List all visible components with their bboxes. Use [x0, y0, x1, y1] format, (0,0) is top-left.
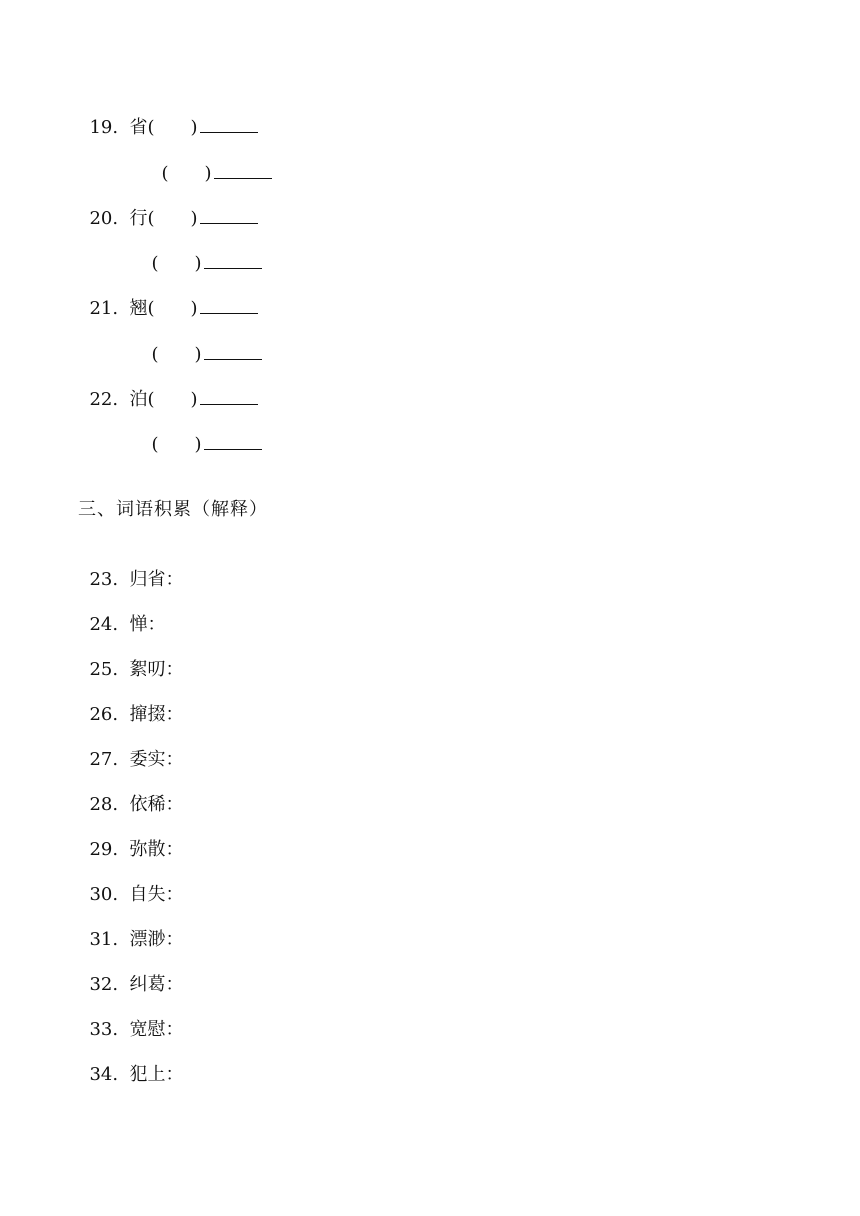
vocab-item	[78, 1039, 184, 1085]
pinyin-paren: ( )	[151, 253, 202, 274]
vocab-item	[78, 679, 184, 725]
pinyin-paren: ( )	[151, 434, 202, 455]
pinyin-paren: ( )	[147, 208, 198, 229]
question-number: 30.	[89, 884, 119, 905]
question-number: 20.	[89, 208, 119, 229]
question-20	[78, 183, 258, 229]
answer-blank[interactable]	[214, 162, 272, 179]
question-number: 28.	[89, 794, 119, 815]
pinyin-paren: ( )	[147, 389, 198, 410]
vocab-term: 絮叨：	[129, 659, 184, 680]
vocab-term: 犯上：	[129, 1064, 184, 1085]
vocab-term: 弥散：	[129, 839, 184, 860]
answer-blank[interactable]	[200, 116, 258, 133]
vocab-item	[78, 724, 184, 770]
question-19	[78, 92, 258, 138]
question-number: 31.	[89, 929, 119, 950]
question-char: 翘	[129, 298, 148, 319]
question-number: 33.	[89, 1019, 119, 1040]
vocab-term: 漂渺：	[129, 929, 184, 950]
question-20-second	[140, 228, 262, 274]
vocab-item	[78, 904, 184, 950]
question-number: 27.	[89, 749, 119, 770]
answer-blank[interactable]	[200, 207, 258, 224]
vocab-item	[78, 814, 184, 860]
answer-blank[interactable]	[204, 433, 262, 450]
vocab-term: 撺掇：	[129, 704, 184, 725]
answer-blank[interactable]	[204, 343, 262, 360]
question-char: 省	[129, 117, 148, 138]
question-number: 21.	[89, 298, 119, 319]
question-char: 行	[129, 208, 148, 229]
vocab-term: 委实：	[129, 749, 184, 770]
question-22-second	[140, 409, 262, 455]
vocab-item	[78, 859, 184, 905]
question-21-second	[140, 319, 262, 365]
vocab-item	[78, 544, 184, 590]
answer-blank[interactable]	[200, 388, 258, 405]
vocab-term: 自失：	[129, 884, 184, 905]
question-21	[78, 273, 258, 319]
pinyin-paren: ( )	[161, 163, 212, 184]
vocab-term: 归省：	[129, 569, 184, 590]
vocab-item	[78, 994, 184, 1040]
question-number: 32.	[89, 974, 119, 995]
question-19-second	[150, 138, 272, 184]
question-number: 23.	[89, 569, 119, 590]
vocab-item	[78, 949, 184, 995]
question-number: 29.	[89, 839, 119, 860]
vocab-item	[78, 634, 184, 680]
vocab-item	[78, 769, 184, 815]
question-number: 25.	[89, 659, 119, 680]
vocab-term: 惮：	[129, 614, 166, 635]
answer-blank[interactable]	[204, 252, 262, 269]
pinyin-paren: ( )	[151, 344, 202, 365]
vocab-term: 宽慰：	[129, 1019, 184, 1040]
vocab-item	[78, 589, 166, 635]
pinyin-paren: ( )	[147, 298, 198, 319]
question-number: 24.	[89, 614, 119, 635]
question-char: 泊	[129, 389, 148, 410]
answer-blank[interactable]	[200, 297, 258, 314]
vocab-term: 纠葛：	[129, 974, 184, 995]
vocab-term: 依稀：	[129, 794, 184, 815]
question-number: 26.	[89, 704, 119, 725]
pinyin-paren: ( )	[147, 117, 198, 138]
question-number: 22.	[89, 389, 119, 410]
question-22	[78, 364, 258, 410]
section-heading: 三、词语积累（解释）	[78, 499, 268, 520]
question-number: 34.	[89, 1064, 119, 1085]
question-number: 19.	[89, 117, 119, 138]
